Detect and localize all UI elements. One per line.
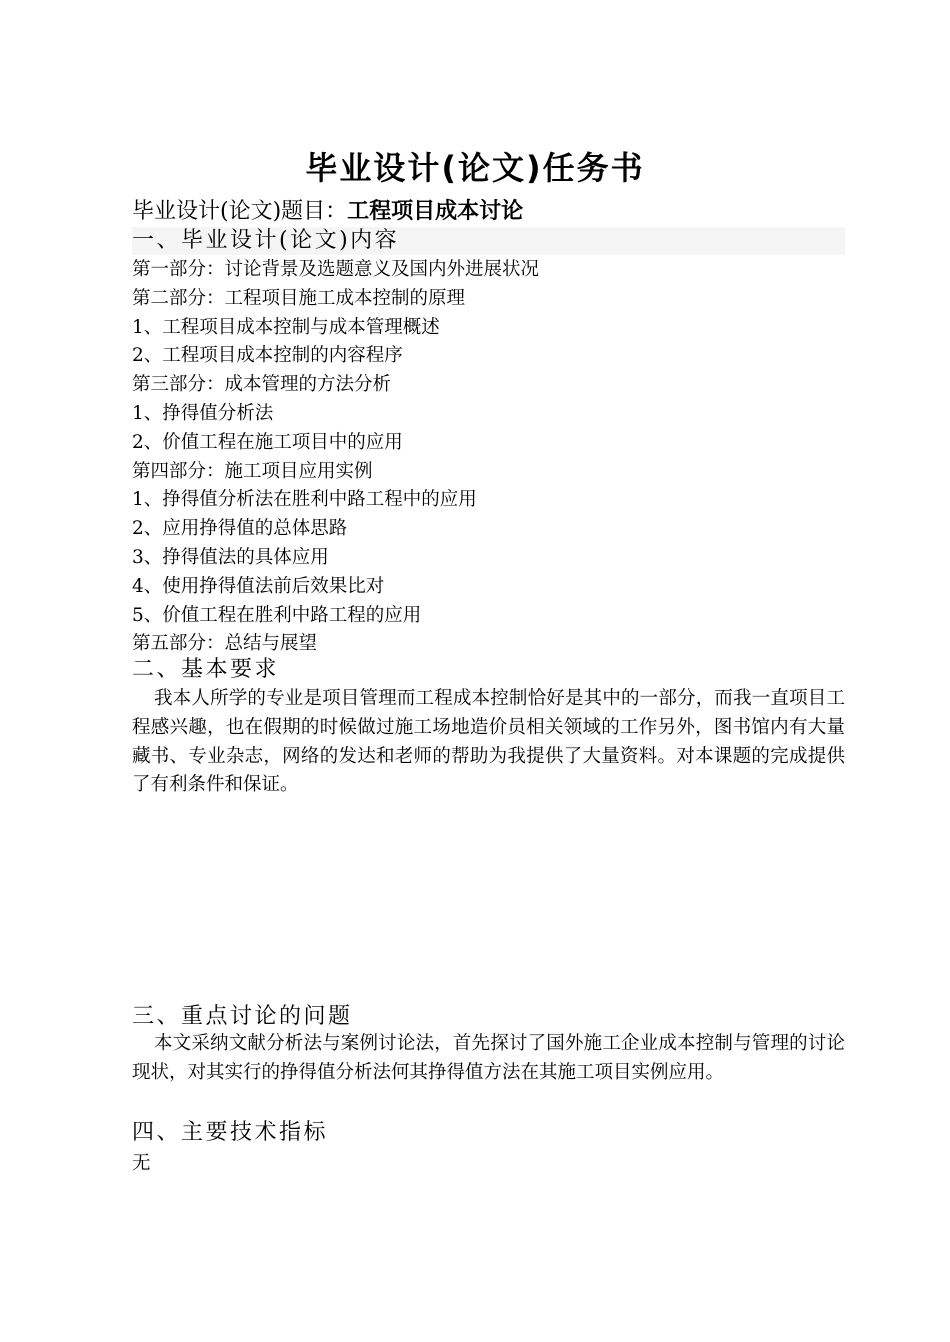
section-heading-requirements: 二、基本要求 [132, 657, 280, 682]
outline-item: 1、挣得值分析法 [132, 402, 274, 424]
outline-item: 第五部分：总结与展望 [132, 633, 318, 655]
thesis-topic-label: 毕业设计(论文)题目： [132, 199, 348, 224]
outline-item: 1、工程项目成本控制与成本管理概述 [132, 316, 440, 338]
outline-item: 2、应用挣得值的总体思路 [132, 518, 348, 540]
thesis-topic-value: 工程项目成本讨论 [347, 198, 524, 224]
outline-item: 3、挣得值法的具体应用 [132, 546, 329, 568]
section-heading-tech-indicators: 四、主要技术指标 [132, 1120, 329, 1145]
outline-item: 4、使用挣得值法前后效果比对 [132, 575, 385, 597]
content-outline-list [132, 256, 845, 659]
outline-item: 5、价值工程在胜利中路工程的应用 [132, 604, 422, 626]
outline-item: 第二部分：工程项目施工成本控制的原理 [132, 287, 466, 309]
outline-item: 2、工程项目成本控制的内容程序 [132, 345, 403, 367]
tech-indicators-value: 无 [132, 1153, 151, 1174]
outline-item: 第四部分：施工项目应用实例 [132, 460, 373, 482]
key-issues-paragraph: 本文采纳文献分析法与案例讨论法，首先探讨了国外施工企业成本控制与管理的讨论现状，对其实行的挣得值分析法何其挣得值方法在其施工项目实例应用。 [132, 1033, 845, 1083]
section-heading-content: 一、毕业设计(论文)内容 [132, 228, 400, 253]
outline-item: 第三部分：成本管理的方法分析 [132, 374, 392, 396]
outline-item: 第一部分：讨论背景及选题意义及国内外进展状况 [132, 259, 540, 280]
section-heading-key-issues: 三、重点讨论的问题 [132, 1004, 353, 1029]
requirements-paragraph: 我本人所学的专业是项目管理而工程成本控制恰好是其中的一部分，而我一直项目工程感兴趣，也在假期的时候做过施工场地造价员相关领域的工作另外，图书馆内有大量藏书、专业杂志，网络的发达和老师的帮助为我提供了大量资料。对本课题的完成提供了有利条件和保证。 [132, 688, 845, 796]
thesis-topic-row [132, 196, 845, 227]
document-title: 毕业设计(论文)任务书 [305, 149, 645, 187]
outline-item: 1、挣得值分析法在胜利中路工程中的应用 [132, 489, 477, 511]
outline-item: 2、价值工程在施工项目中的应用 [132, 431, 403, 453]
